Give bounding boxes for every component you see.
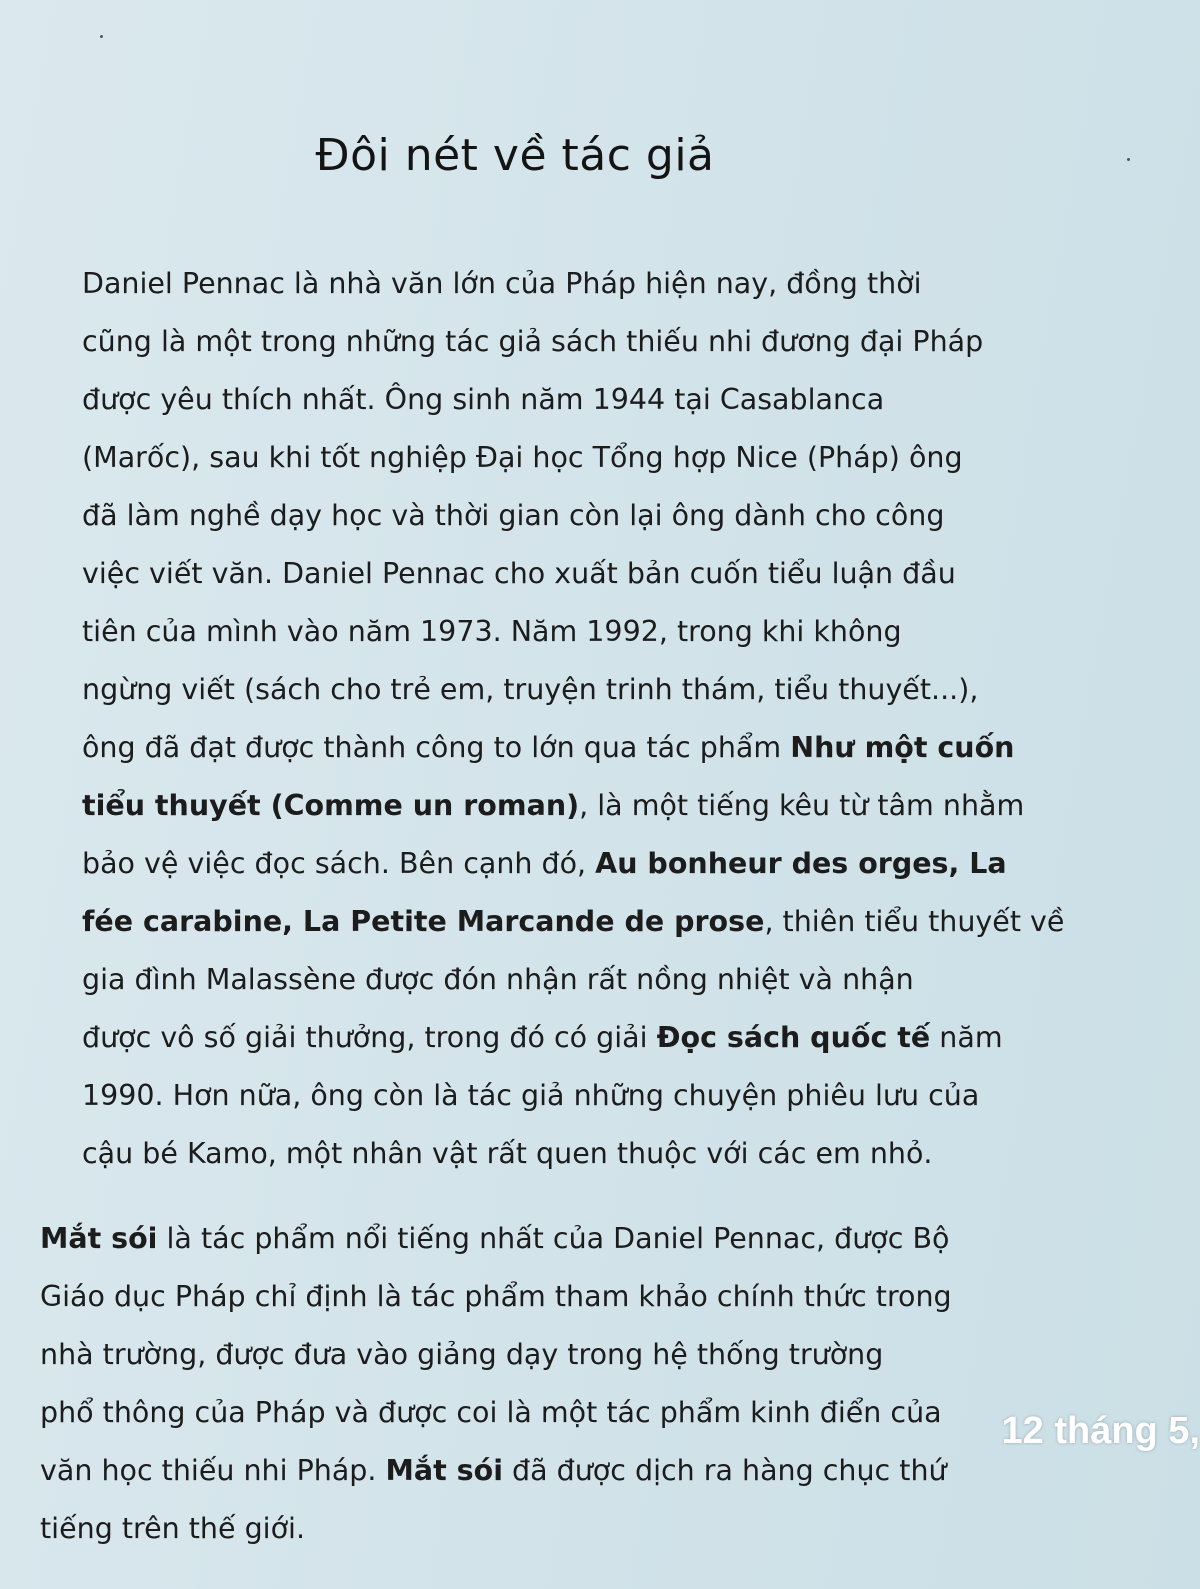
text-line: tiếng trên thế giới. <box>40 1512 306 1545</box>
text-line: 1990. Hơn nữa, ông còn là tác giả những chuyện phiêu lưu của <box>82 1079 980 1112</box>
text-segment: là tác phẩm nổi tiếng nhất của Daniel Pennac, được Bộ <box>157 1222 950 1255</box>
text-line: Daniel Pennac là nhà văn lớn của Pháp hiện nay, đồng thời <box>82 267 922 300</box>
text-line <box>82 1009 1003 1067</box>
page-speck <box>1127 158 1130 161</box>
text-segment: , là một tiếng kêu từ tâm nhằm <box>579 789 1025 822</box>
book-title-bold: Mắt sói <box>40 1222 158 1255</box>
text-segment: ông đã đạt được thành công to lớn qua tác phẩm <box>82 731 791 764</box>
text-segment: , thiên tiểu thuyết về <box>764 905 1065 938</box>
text-line <box>40 1442 1000 1500</box>
text-line <box>82 777 1025 835</box>
text-line: ngừng viết (sách cho trẻ em, truyện trinh thám, tiểu thuyết...), <box>82 673 979 706</box>
book-title-bold: Như một cuốn <box>790 731 1015 764</box>
text-line <box>40 1210 1000 1268</box>
book-title-bold: tiểu thuyết (Comme un roman) <box>82 789 580 822</box>
text-segment: năm <box>930 1021 1003 1054</box>
page-title: Đôi nét về tác giả <box>315 130 715 181</box>
text-line <box>82 719 1015 777</box>
text-line: việc viết văn. Daniel Pennac cho xuất bản cuốn tiểu luận đầu <box>82 557 956 590</box>
text-segment: bảo vệ việc đọc sách. Bên cạnh đó, <box>82 847 596 880</box>
page-speck <box>100 35 103 38</box>
text-line: được yêu thích nhất. Ông sinh năm 1944 tại Casablanca <box>82 383 885 416</box>
text-line: phổ thông của Pháp và được coi là một tác phẩm kinh điển của <box>40 1396 942 1429</box>
text-line <box>82 893 1065 951</box>
text-segment: đã được dịch ra hàng chục thứ <box>502 1454 947 1487</box>
text-line <box>82 835 1007 893</box>
book-title-bold: Mắt sói <box>385 1454 503 1487</box>
text-line: cậu bé Kamo, một nhân vật rất quen thuộc với các em nhỏ. <box>82 1137 933 1170</box>
book-info-paragraph <box>40 1210 1000 1558</box>
text-line: gia đình Malassène được đón nhận rất nồng nhiệt và nhận <box>82 963 914 996</box>
book-title-bold: Au bonheur des orges, La <box>595 847 1007 880</box>
text-line: cũng là một trong những tác giả sách thiếu nhi đương đại Pháp <box>82 325 984 358</box>
author-bio-paragraph <box>82 255 1065 1183</box>
book-title-bold: fée carabine, La Petite Marcande de prose <box>82 905 765 938</box>
text-line: Giáo dục Pháp chỉ định là tác phẩm tham khảo chính thức trong <box>40 1280 952 1313</box>
text-line: đã làm nghề dạy học và thời gian còn lại ông dành cho công <box>82 499 945 532</box>
award-name-bold: Đọc sách quốc tế <box>656 1021 931 1054</box>
text-line: tiên của mình vào năm 1973. Năm 1992, trong khi không <box>82 615 902 648</box>
text-segment: văn học thiếu nhi Pháp. <box>40 1454 386 1487</box>
text-segment: được vô số giải thưởng, trong đó có giải <box>82 1021 657 1054</box>
text-line: (Marốc), sau khi tốt nghiệp Đại học Tổng hợp Nice (Pháp) ông <box>82 441 963 474</box>
date-watermark: 12 tháng 5, <box>1001 1410 1200 1452</box>
text-line: nhà trường, được đưa vào giảng dạy trong hệ thống trường <box>40 1338 884 1371</box>
